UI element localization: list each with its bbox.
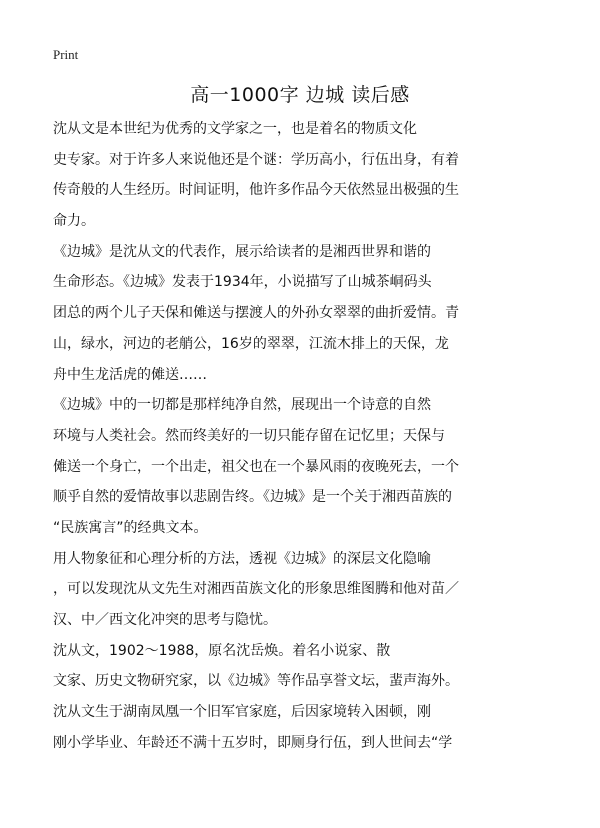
body-line: 传奇般的人生经历。时间证明，他许多作品今天依然显出极强的生 — [53, 182, 459, 199]
body-line: 环境与人类社会。然而终美好的一切只能存留在记忆里；天保与 — [53, 427, 445, 444]
body-line: 史专家。对于许多人来说他还是个谜：学历高小，行伍出身，有着 — [53, 151, 459, 168]
body-line: 山，绿水，河边的老艄公，16岁的翠翠，江流木排上的天保，龙 — [53, 335, 449, 352]
body-line: “民族寓言”的经典文本。 — [53, 519, 208, 536]
body-line: 命力。 — [53, 213, 95, 230]
body-line: 团总的两个儿子天保和傩送与摆渡人的外孙女翠翠的曲折爱情。青 — [53, 305, 459, 322]
body-line: 刚小学毕业、年龄还不满十五岁时，即厕身行伍，到人世间去“学 — [53, 734, 453, 751]
body-line: 《边城》是沈从文的代表作，展示给读者的是湘西世界和谐的 — [53, 243, 431, 260]
body-line: 傩送一个身亡，一个出走，祖父也在一个暴风雨的夜晚死去，一个 — [53, 458, 459, 475]
body-line: 沈从文生于湖南凤凰一个旧军官家庭，后因家境转入困顿，刚 — [53, 704, 431, 721]
body-line: 舟中生龙活虎的傩送…… — [53, 366, 207, 383]
body-line: 用人物象征和心理分析的方法，透视《边城》的深层文化隐喻 — [53, 550, 431, 567]
body-line: 文家、历史文物研究家，以《边城》等作品享誉文坛，蜚声海外。 — [53, 673, 459, 690]
document-body — [53, 114, 463, 758]
body-line: ，可以发现沈从文先生对湘西苗族文化的形象思维图腾和他对苗／ — [53, 581, 459, 598]
body-line: 沈从文，1902～1988，原名沈岳焕。着名小说家、散 — [53, 642, 391, 659]
body-line: 沈从文是本世纪为优秀的文学家之一，也是着名的物质文化 — [53, 121, 417, 137]
body-line: 生命形态。《边城》发表于1934年，小说描写了山城茶峒码头 — [53, 274, 432, 291]
body-line: 顺乎自然的爱情故事以悲剧告终。《边城》是一个关于湘西苗族的 — [53, 489, 452, 506]
body-line: 《边城》中的一切都是那样纯净自然，展现出一个诗意的自然 — [53, 397, 431, 414]
document-title: 高一1000字 边城 读后感 — [190, 84, 410, 106]
print-link[interactable]: Print — [53, 47, 79, 62]
body-line: 汉、中／西文化冲突的思考与隐忧。 — [53, 612, 277, 628]
